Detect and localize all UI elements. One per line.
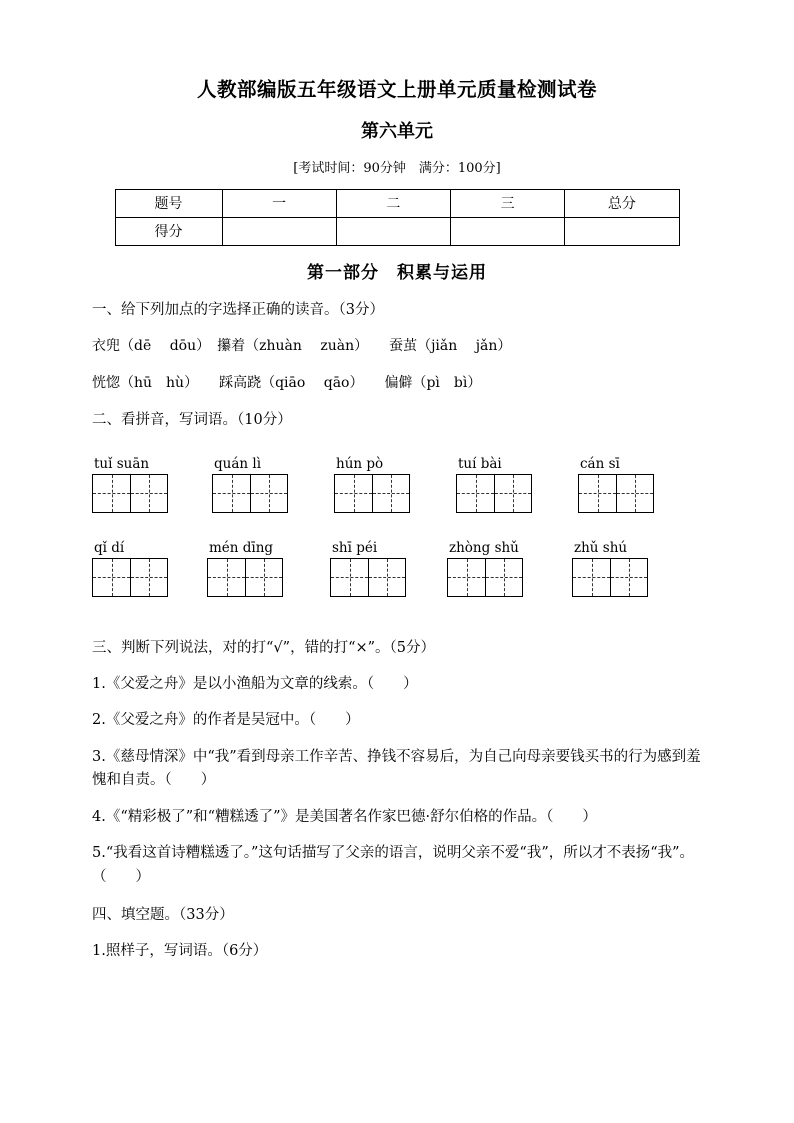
writing-cell[interactable] — [335, 475, 372, 512]
score-table — [115, 189, 680, 246]
exam-meta: [考试时间：90分钟 满分：100分] — [293, 160, 501, 176]
table-row — [115, 189, 679, 217]
question-1-heading: 一、给下列加点的字选择正确的读音。（3分） — [92, 301, 384, 318]
writing-cell[interactable] — [93, 559, 130, 596]
question-3-item-4: 4.《“精彩极了”和“糟糕透了”》是美国著名作家巴德·舒尔伯格的作品。（ ） — [92, 808, 597, 825]
writing-cell[interactable] — [368, 559, 405, 596]
score-table-col-0: 一 — [222, 189, 336, 217]
question-3-item-2: 2.《父爱之舟》的作者是吴冠中。（ ） — [92, 712, 360, 729]
writing-grid-group — [334, 454, 410, 513]
writing-cell[interactable] — [331, 559, 368, 596]
question-1-line-2: 恍惚（hū hù） 踩高跷（qiāo qāo） 偏僻（pì bì） — [92, 374, 482, 391]
writing-cell[interactable] — [213, 475, 250, 512]
writing-cell[interactable] — [372, 475, 409, 512]
writing-grid-group — [572, 538, 648, 597]
writing-cell[interactable] — [616, 475, 653, 512]
writing-cell[interactable] — [485, 559, 522, 596]
question-3-item-3: 3.《慈母情深》中“我”看到母亲工作辛苦、挣钱不容易后，为自己向母亲要钱买书的行为感到羞愧和自责。（ ） — [92, 748, 701, 789]
writing-grid-group — [212, 454, 288, 513]
pinyin-label: cán sī — [580, 455, 620, 472]
question-4-sub-1: 1.照样子，写词语。（6分） — [92, 942, 268, 959]
writing-boxes[interactable] — [334, 474, 410, 513]
question-3-block — [92, 622, 702, 889]
writing-cell[interactable] — [93, 475, 130, 512]
score-table-col-3: 总分 — [565, 189, 679, 217]
writing-grid-row-2 — [92, 538, 702, 622]
score-cell-0[interactable] — [222, 217, 336, 245]
part-one-heading: 第一部分 积累与运用 — [307, 262, 487, 283]
question-3-item-5: 5.“我看这首诗糟糕透了。”这句话描写了父亲的语言，说明父亲不爱“我”，所以才不表扬“我”。（ ） — [92, 845, 695, 885]
pinyin-label: qǐ dí — [94, 539, 125, 556]
writing-grid-group — [578, 454, 654, 513]
writing-boxes[interactable] — [447, 558, 523, 597]
page-subtitle: 第六单元 — [361, 121, 433, 143]
writing-cell[interactable] — [457, 475, 494, 512]
writing-boxes[interactable] — [578, 474, 654, 513]
writing-grid-group — [447, 538, 523, 597]
writing-grid-group — [456, 454, 532, 513]
writing-cell[interactable] — [494, 475, 531, 512]
score-table-col-2: 三 — [451, 189, 565, 217]
pinyin-label: zhòng shǔ — [449, 539, 519, 556]
score-cell-3[interactable] — [565, 217, 679, 245]
writing-boxes[interactable] — [207, 558, 283, 597]
score-table-row-label-1: 得分 — [115, 217, 222, 245]
writing-cell[interactable] — [250, 475, 287, 512]
question-4-block — [92, 889, 702, 963]
score-table-row-label-0: 题号 — [115, 189, 222, 217]
pinyin-label: shī péi — [332, 539, 378, 556]
question-2-heading: 二、看拼音，写词语。（10分） — [92, 412, 292, 429]
writing-cell[interactable] — [448, 559, 485, 596]
pinyin-label: tuí bài — [458, 455, 502, 472]
question-1-line-1: 衣兜（dē dōu） 攥着（zhuàn zuàn） 蚕茧（jiǎn jǎn） — [92, 338, 512, 355]
pinyin-label: mén dīng — [209, 539, 274, 556]
writing-grid-group — [92, 538, 168, 597]
writing-cell[interactable] — [573, 559, 610, 596]
writing-grid-group — [330, 538, 406, 597]
score-cell-2[interactable] — [451, 217, 565, 245]
pinyin-label: zhǔ shú — [574, 539, 628, 556]
writing-cell[interactable] — [130, 559, 167, 596]
question-2-block — [92, 394, 702, 622]
score-table-col-1: 二 — [336, 189, 450, 217]
writing-grid-group — [92, 454, 168, 513]
writing-boxes[interactable] — [572, 558, 648, 597]
writing-boxes[interactable] — [456, 474, 532, 513]
writing-boxes[interactable] — [330, 558, 406, 597]
score-cell-1[interactable] — [336, 217, 450, 245]
question-3-item-1: 1.《父爱之舟》是以小渔船为文章的线索。（ ） — [92, 675, 418, 692]
question-1-block — [92, 284, 702, 395]
score-table-wrapper — [92, 177, 702, 246]
writing-boxes[interactable] — [92, 558, 168, 597]
question-4-heading: 四、填空题。（33分） — [92, 907, 234, 924]
writing-grid-group — [207, 538, 283, 597]
question-3-heading: 三、判断下列说法，对的打“√”，错的打“×”。（5分） — [92, 639, 436, 656]
pinyin-label: hún pò — [336, 455, 384, 472]
writing-cell[interactable] — [130, 475, 167, 512]
table-row — [115, 217, 679, 245]
writing-cell[interactable] — [245, 559, 282, 596]
writing-cell[interactable] — [610, 559, 647, 596]
writing-grid-row-1 — [92, 454, 702, 538]
pinyin-label: quán lì — [214, 455, 262, 472]
writing-cell[interactable] — [208, 559, 245, 596]
writing-boxes[interactable] — [92, 474, 168, 513]
pinyin-label: tuǐ suān — [94, 455, 150, 472]
page-title: 人教部编版五年级语文上册单元质量检测试卷 — [196, 78, 597, 101]
writing-boxes[interactable] — [212, 474, 288, 513]
writing-cell[interactable] — [579, 475, 616, 512]
